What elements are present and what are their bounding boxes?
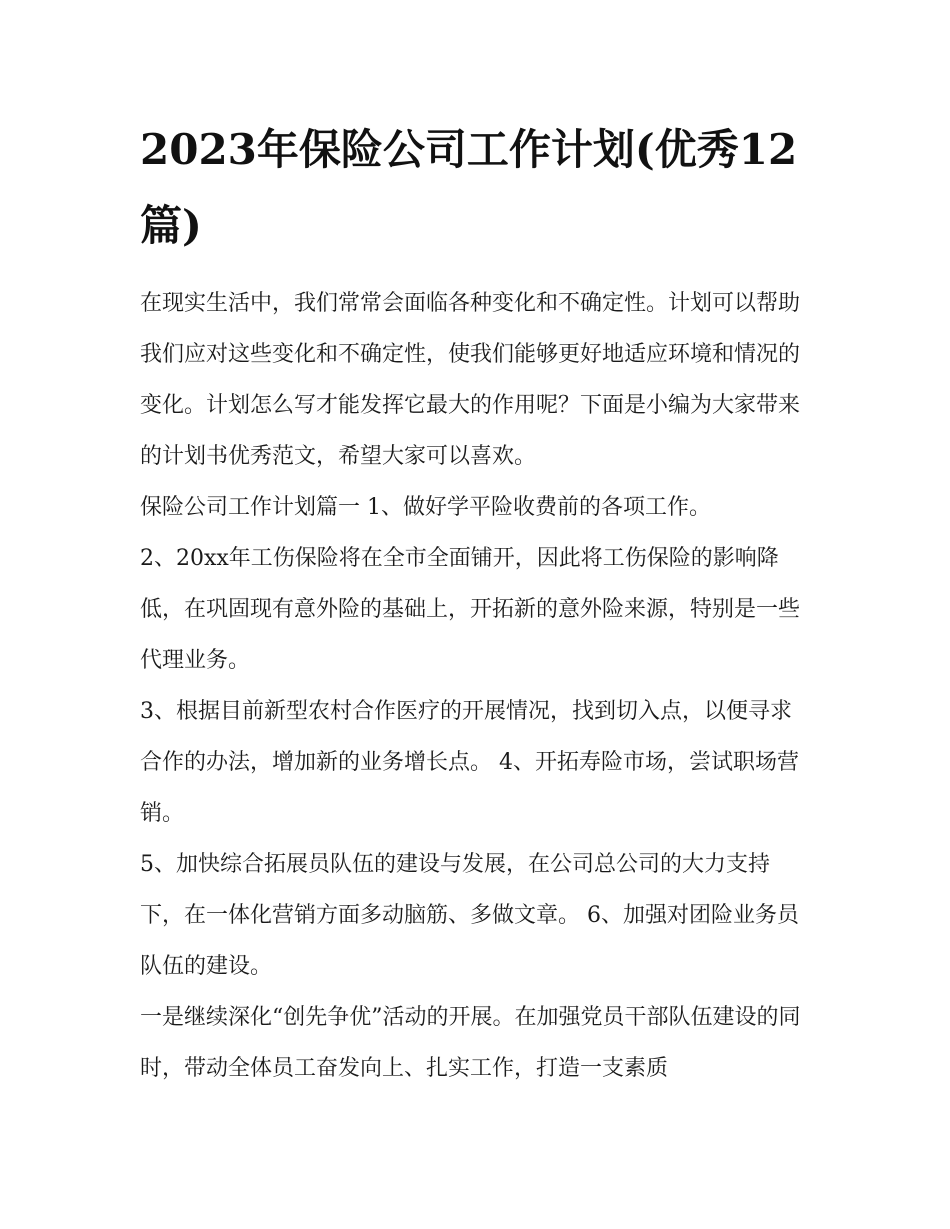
plan-item-3-4: 3、根据目前新型农村合作医疗的开展情况，找到切入点，以便寻求合作的办法，增加新的业务增长点。 4、开拓寿险市场，尝试职场营销。 [140, 699, 799, 826]
plan-point-one: 一是继续深化“创先争优”活动的开展。在加强党员干部队伍建设的同时，带动全体员工奋发向上、扎实工作，打造一支素质 [140, 1005, 801, 1081]
document-title: 2023年保险公司工作计划(优秀12篇) [140, 125, 798, 250]
document-body [140, 112, 812, 1094]
intro-paragraph: 在现实生活中，我们常常会面临各种变化和不确定性。计划可以帮助我们应对这些变化和不确定性，使我们能够更好地适应环境和情况的变化。计划怎么写才能发挥它最大的作用呢？下面是小编为大家带来的计划书优秀范文，希望大家可以喜欢。 [140, 291, 801, 469]
plan-item-5-6: 5、加快综合拓展员队伍的建设与发展，在公司总公司的大力支持下，在一体化营销方面多动脑筋、多做文章。 6、加强对团险业务员队伍的建设。 [140, 852, 799, 979]
plan-item-2: 2、20xx年工伤保险将在全市全面铺开，因此将工伤保险的影响降低，在巩固现有意外险的基础上，开拓新的意外险来源，特别是一些代理业务。 [140, 546, 801, 673]
plan-section-one-item-1: 保险公司工作计划篇一 1、做好学平险收费前的各项工作。 [140, 495, 711, 520]
